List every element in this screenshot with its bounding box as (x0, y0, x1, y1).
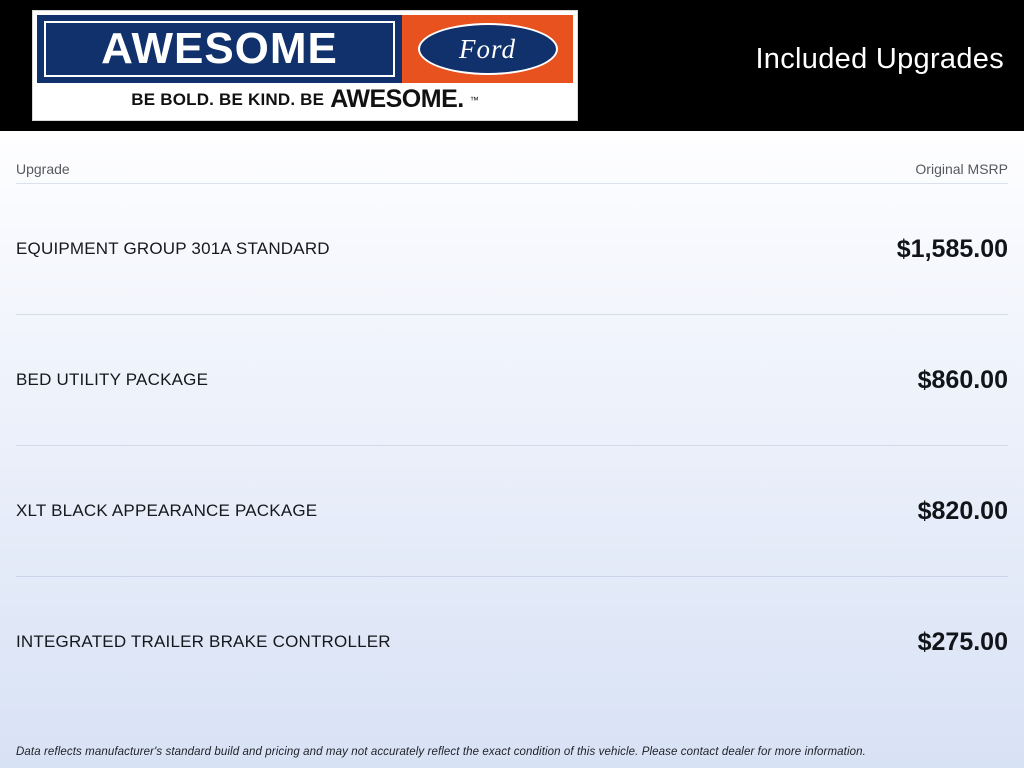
upgrade-price: $1,585.00 (896, 234, 1008, 263)
ford-oval-text: Ford (459, 33, 516, 64)
awesome-wordmark (37, 15, 402, 83)
disclaimer-text: Data reflects manufacturer's standard build and pricing and may not accurately reflect the exact condition of this vehicle. Please contact dealer for more information. (16, 746, 866, 758)
dealer-logo[interactable] (32, 10, 578, 121)
page-title: Included Upgrades (755, 43, 1004, 75)
awesome-wordmark-text: AWESOME (101, 24, 338, 73)
ford-badge (402, 15, 573, 83)
table-row (16, 576, 1008, 707)
trademark-symbol: ™ (469, 94, 479, 105)
tagline-emphasis-text: AWESOME. (330, 85, 464, 113)
upgrade-price: $860.00 (917, 365, 1008, 394)
upgrade-price: $820.00 (917, 496, 1008, 525)
upgrades-list (16, 183, 1008, 732)
logo-tagline (33, 83, 577, 120)
tagline-lead-text: BE BOLD. BE KIND. BE (131, 89, 325, 109)
upgrade-price: $275.00 (917, 627, 1008, 656)
upgrades-sheet (0, 131, 1024, 768)
table-row (16, 445, 1008, 576)
upgrade-name: BED UTILITY PACKAGE (16, 370, 209, 389)
ford-oval-icon (418, 23, 558, 75)
upgrade-name: EQUIPMENT GROUP 301A STANDARD (16, 239, 330, 258)
column-header-msrp: Original MSRP (915, 161, 1008, 177)
table-row (16, 183, 1008, 314)
logo-top-section (33, 11, 577, 83)
upgrade-name: XLT BLACK APPEARANCE PACKAGE (16, 501, 318, 520)
table-header-row (16, 131, 1008, 183)
table-row (16, 314, 1008, 445)
upgrade-name: INTEGRATED TRAILER BRAKE CONTROLLER (16, 632, 391, 651)
page-header (0, 0, 1024, 131)
column-header-upgrade: Upgrade (16, 161, 70, 177)
